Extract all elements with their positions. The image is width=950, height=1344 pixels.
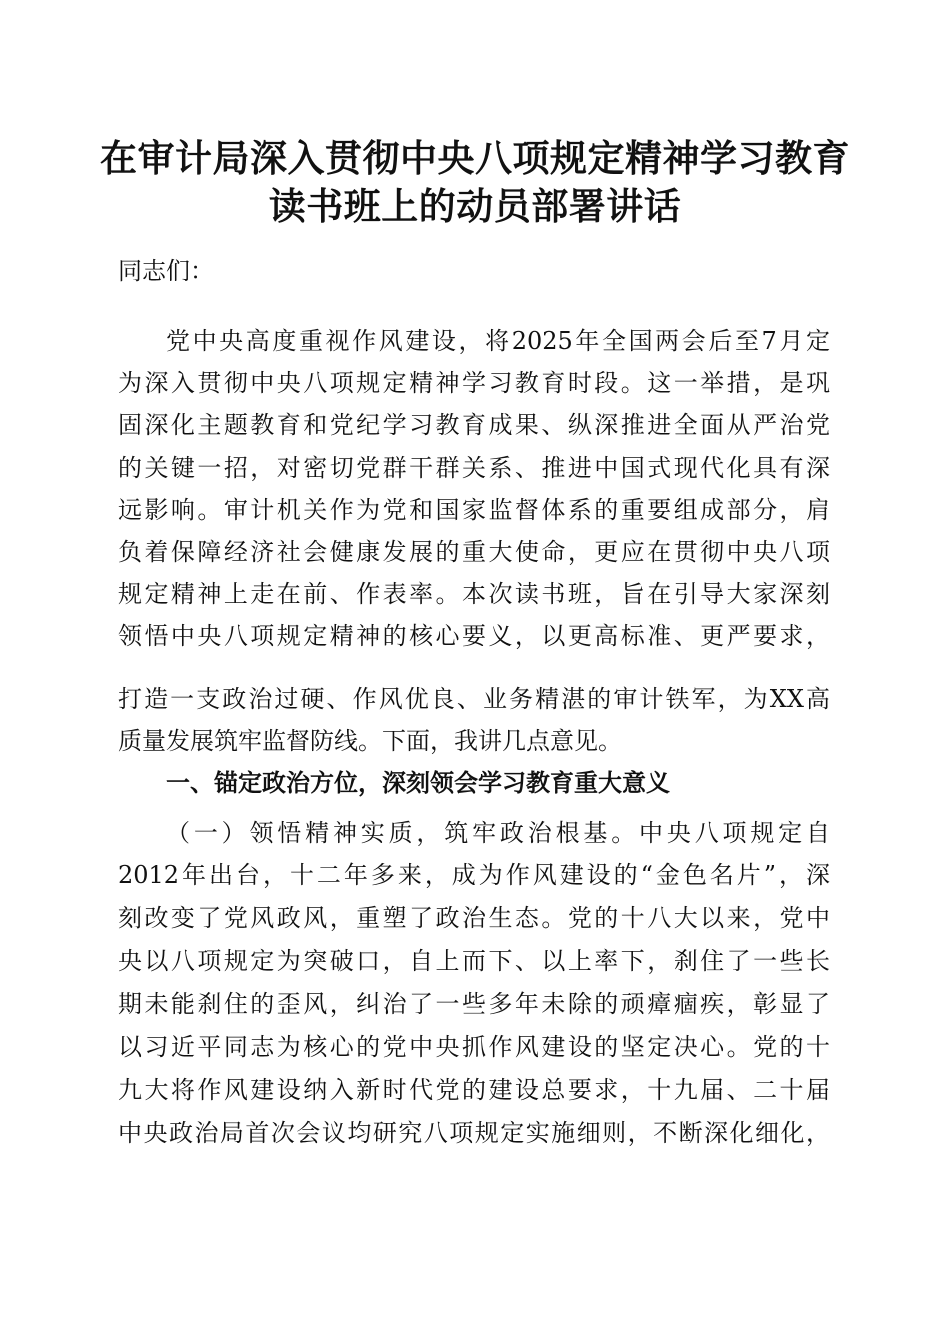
subsection-first-line bbox=[166, 818, 830, 848]
intro-line: 负着保障经济社会健康发展的重大使命，更应在贯彻中央八项 bbox=[118, 538, 830, 566]
intro-line: 质量发展筑牢监督防线。下面，我讲几点意见。 bbox=[118, 727, 622, 755]
subsection-line: 2012年出台，十二年多来，成为作风建设的“金色名片”，深 bbox=[118, 861, 830, 889]
document-title-line-1: 在审计局深入贯彻中央八项规定精神学习教育 bbox=[100, 136, 850, 180]
intro-line: 打造一支政治过硬、作风优良、业务精湛的审计铁军，为XX高 bbox=[118, 685, 830, 713]
subsection-line: 以习近平同志为核心的党中央抓作风建设的坚定决心。党的十 bbox=[118, 1033, 830, 1061]
salutation: 同志们： bbox=[118, 257, 214, 285]
intro-line: 远影响。审计机关作为党和国家监督体系的重要组成部分，肩 bbox=[118, 496, 830, 524]
subsection-line: 九大将作风建设纳入新时代党的建设总要求，十九届、二十届 bbox=[118, 1076, 830, 1104]
subsection-text: 中央八项规定自 bbox=[639, 819, 831, 847]
intro-line: 为深入贯彻中央八项规定精神学习教育时段。这一举措，是巩 bbox=[118, 369, 830, 397]
intro-line: 固深化主题教育和党纪学习教育成果、纵深推进全面从严治党 bbox=[118, 411, 830, 439]
subsection-line: 央以八项规定为突破口，自上而下、以上率下，刹住了一些长 bbox=[118, 947, 830, 975]
subsection-line: 刻改变了党风政风，重塑了政治生态。党的十八大以来，党中 bbox=[118, 904, 830, 932]
intro-line: 领悟中央八项规定精神的核心要义，以更高标准、更严要求， bbox=[118, 622, 830, 650]
document-title-line-2: 读书班上的动员部署讲话 bbox=[268, 184, 682, 228]
intro-line: 的关键一招，对密切党群干群关系、推进中国式现代化具有深 bbox=[118, 454, 830, 482]
intro-line: 党中央高度重视作风建设，将2025年全国两会后至7月定 bbox=[166, 327, 830, 355]
subsection-lead: （一）领悟精神实质，筑牢政治根基。 bbox=[166, 819, 640, 847]
section-heading: 一、锚定政治方位，深刻领会学习教育重大意义 bbox=[166, 769, 670, 797]
subsection-line: 中央政治局首次会议均研究八项规定实施细则，不断深化细化， bbox=[118, 1119, 830, 1147]
subsection-line: 期未能刹住的歪风，纠治了一些多年未除的顽瘴痼疾，彰显了 bbox=[118, 990, 830, 1018]
intro-line: 规定精神上走在前、作表率。本次读书班，旨在引导大家深刻 bbox=[118, 580, 830, 608]
